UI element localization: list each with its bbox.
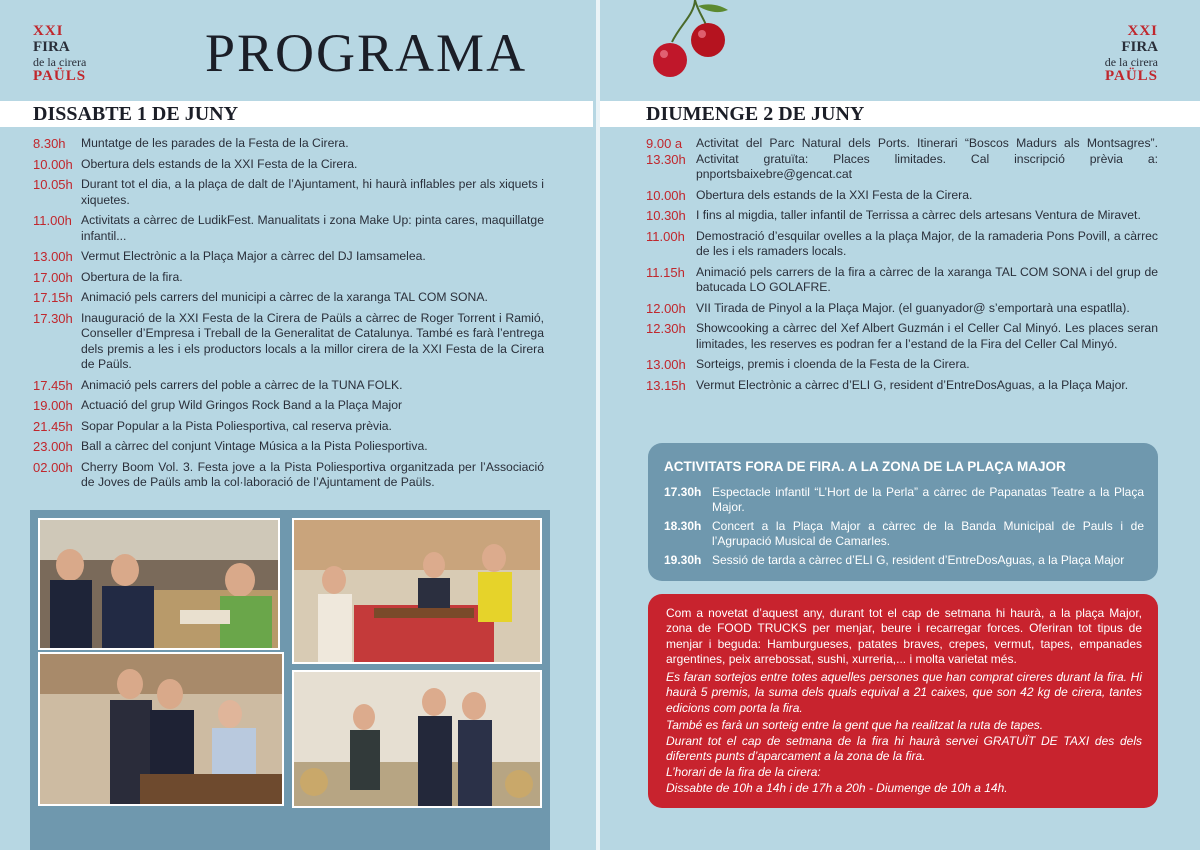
schedule-row	[33, 213, 544, 244]
schedule-time: 12.00h	[646, 300, 686, 316]
schedule-row	[33, 157, 544, 173]
schedule-row	[33, 378, 544, 394]
schedule-row	[646, 357, 1158, 373]
schedule-time: 9.00 a 13.30h	[646, 136, 686, 167]
schedule-row	[646, 378, 1158, 394]
page-title: PROGRAMA	[205, 23, 528, 83]
schedule-row	[33, 419, 544, 435]
schedule-text: Ball a càrrec del conjunt Vintage Música a la Pista Poliesportiva.	[81, 439, 428, 453]
activity-row	[664, 485, 1144, 515]
activity-text: Concert a la Plaça Major a càrrec de la Banda Municipal de Pauls i de l’Agrupació Musical de Camarles.	[712, 519, 1144, 548]
schedule-time: 17.15h	[33, 290, 73, 305]
schedule-row	[33, 270, 544, 286]
schedule-text: Activitats a càrrec de LudikFest. Manualitats i zona Make Up: pinta cares, maquillatge infantil...	[81, 213, 544, 243]
schedule-row	[646, 301, 1158, 317]
schedule-time: 13.15h	[646, 377, 686, 393]
logo-subtitle: de la cirera	[33, 55, 87, 69]
schedule-text: Animació pels carrers de la fira a càrrec de la xaranga TAL COM SONA i del grup de batucada LO GOLAFRE.	[696, 264, 1158, 294]
photo-woodwork	[38, 652, 284, 806]
schedule-time: 17.45h	[33, 377, 73, 393]
logo-edition: XXI	[1127, 23, 1158, 39]
schedule-text: VII Tirada de Pinyol a la Plaça Major. (el guanyador@ s’emportarà una espatlla).	[696, 300, 1130, 315]
activity-row	[664, 553, 1144, 568]
schedule-text: Demostració d’esquilar ovelles a la plaça Major, de la ramaderia Pons Povill, a càrrec de les i els ramaders locals.	[696, 228, 1158, 258]
schedule-time: 11.00h	[646, 228, 685, 244]
logo-edition: XXI	[33, 23, 64, 39]
schedule-text: Obertura de la fira.	[81, 269, 183, 284]
schedule-row	[33, 439, 544, 455]
schedule-row	[33, 136, 544, 152]
logo-town: PAÜLS	[1104, 68, 1158, 84]
schedule-text: Animació pels carrers del municipi a càrrec de la xaranga TAL COM SONA.	[81, 290, 488, 304]
taxi-text: Durant tot el cap de setmana de la fira hi haurà servei GRATUÏT DE TAXI des dels diferents punts d’aparcament a la zona de la fira.	[666, 734, 1142, 764]
logo-fira: FIRA	[1121, 39, 1158, 55]
schedule-text: Vermut Electrònic a càrrec d’ELI G, resident d’EntreDosAguas, a la Plaça Major.	[696, 377, 1129, 392]
schedule-text: Showcooking a càrrec del Xef Albert Guzmán i el Celler Cal Minyó. Les places seran limitades, les reserves es podran fer a l’estand de la Fira del Celler Cal Minyó.	[696, 321, 1158, 351]
schedule-text: Activitat del Parc Natural dels Ports. Itinerari “Boscos Madurs als Montsagres”. Activitat gratuïta: Places limitades. Cal inscripció prèvia a: pnportsbaixebre@gencat.cat	[696, 136, 1158, 181]
schedule-time: 12.30h	[646, 321, 686, 336]
schedule-row	[33, 398, 544, 414]
schedule-text: Durant tot el dia, a la plaça de dalt de l’Ajuntament, hi haurà inflables per als xiquets i xiquetes.	[81, 177, 544, 207]
schedule-time: 11.00h	[33, 213, 72, 228]
schedule-time: 10.00h	[646, 187, 686, 203]
food-intro: Com a novetat d’aquest any, durant tot el cap de setmana hi haurà, a la plaça Major, zona de FOOD TRUCKS per menjar, beure i recarregar forces. Oferiran tot tipus de menjar i beguda: Hamburgueses, patates braves, crepes, vermut, tapes, empanades argentines, peix arrebossat, sushi, xurreria,... i molta varietat més.	[666, 606, 1142, 667]
schedule-time: 21.45h	[33, 418, 73, 434]
schedule-text: Vermut Electrònic a la Plaça Major a càrrec del DJ Iamsamelea.	[81, 249, 426, 263]
activity-time: 18.30h	[664, 519, 702, 533]
schedule-row	[646, 136, 1158, 183]
cherries-icon	[650, 0, 730, 80]
fair-logo-left	[33, 24, 86, 85]
schedule-time: 10.00h	[33, 156, 73, 172]
activity-text: Sessió de tarda a càrrec d’ELI G, resident d’EntreDosAguas, a la Plaça Major	[712, 553, 1125, 567]
schedule-time: 19.00h	[33, 398, 73, 413]
food-trucks-box	[648, 594, 1158, 808]
logo-fira: FIRA	[33, 39, 70, 55]
schedule-row	[646, 188, 1158, 204]
schedule-text: Cherry Boom Vol. 3. Festa jove a la Pista Poliesportiva organitzada per l’Associació de Joves de Paüls amb la col·laboració de l’Ajuntament de Paüls.	[81, 459, 544, 489]
schedule-time: 8.30h	[33, 136, 66, 151]
activities-box	[648, 443, 1158, 581]
activity-time: 17.30h	[664, 485, 702, 499]
schedule-text: Inauguració de la XXI Festa de la Cirera de Paüls a càrrec de Roger Torrent i Ramió, Conseller d’Empresa i Treball de la Generalitat de Catalunya. També es farà l’entrega dels premis a les i els productors locals a la millor cirera de la XXI Festa de la Cirera de Paüls.	[81, 310, 544, 371]
saturday-schedule	[33, 136, 544, 496]
schedule-time: 02.00h	[33, 459, 73, 475]
activity-row	[664, 519, 1144, 549]
schedule-time: 10.30h	[646, 208, 686, 223]
raffle-text: Es faran sortejos entre totes aquelles persones que han comprat cireres durant la fira. Hi haurà 5 premis, la suma dels quals equival a 21 caixes, que son 42 kg de cirera, tantes edicions com porta la fira.	[666, 670, 1142, 715]
schedule-text: Actuació del grup Wild Gringos Rock Band a la Plaça Major	[81, 398, 403, 412]
schedule-row	[646, 208, 1158, 224]
activity-text: Espectacle infantil “L’Hort de la Perla” a càrrec de Papanatas Teatre a la Plaça Major.	[712, 485, 1144, 514]
activity-time: 19.30h	[664, 553, 702, 567]
schedule-row	[33, 311, 544, 373]
schedule-text: Sorteigs, premis i cloenda de la Festa de la Cirera.	[696, 357, 970, 371]
schedule-time: 13.00h	[33, 249, 73, 264]
schedule-row	[646, 265, 1158, 296]
hours-text: Dissabte de 10h a 14h i de 17h a 20h - Diumenge de 10h a 14h.	[666, 781, 1008, 795]
schedule-time: 17.30h	[33, 310, 73, 326]
schedule-row	[33, 249, 544, 265]
photo-crafts	[292, 670, 542, 808]
activities-title: ACTIVITATS FORA DE FIRA. A LA ZONA DE LA PLAÇA MAJOR	[664, 459, 1066, 474]
logo-town: PAÜLS	[33, 68, 87, 84]
schedule-time: 11.15h	[646, 264, 685, 280]
hours-label: L’horari de la fira de la cirera:	[666, 765, 821, 779]
schedule-text: Obertura dels estands de la XXI Festa de la Cirera.	[696, 187, 973, 202]
photo-tasting	[292, 518, 542, 664]
schedule-time: 13.00h	[646, 357, 686, 372]
fair-logo-right	[1094, 24, 1158, 85]
schedule-time: 23.00h	[33, 439, 73, 454]
photo-stand-visit	[38, 518, 280, 650]
schedule-row	[646, 229, 1158, 260]
logo-subtitle: de la cirera	[1104, 55, 1158, 69]
photo-panel	[30, 510, 550, 850]
schedule-row	[33, 460, 544, 491]
schedule-text: I fins al migdia, taller infantil de Terrissa a càrrec dels artesans Ventura de Miravet.	[696, 208, 1141, 222]
tapas-raffle-text: També es farà un sorteig entre la gent que ha realitzat la ruta de tapes.	[666, 718, 1044, 732]
schedule-text: Animació pels carrers del poble a càrrec de la TUNA FOLK.	[81, 377, 403, 392]
schedule-text: Muntatge de les parades de la Festa de la Cirera.	[81, 136, 349, 150]
schedule-time: 17.00h	[33, 269, 73, 285]
sunday-header: DIUMENGE 2 DE JUNY	[600, 101, 1200, 127]
schedule-row	[646, 321, 1158, 352]
schedule-text: Sopar Popular a la Pista Poliesportiva, cal reserva prèvia.	[81, 418, 392, 433]
schedule-row	[33, 290, 544, 306]
schedule-text: Obertura dels estands de la XXI Festa de la Cirera.	[81, 156, 358, 171]
saturday-header: DISSABTE 1 DE JUNY	[0, 101, 593, 127]
sunday-schedule	[646, 136, 1158, 398]
schedule-row	[33, 177, 544, 208]
schedule-time: 10.05h	[33, 177, 73, 192]
